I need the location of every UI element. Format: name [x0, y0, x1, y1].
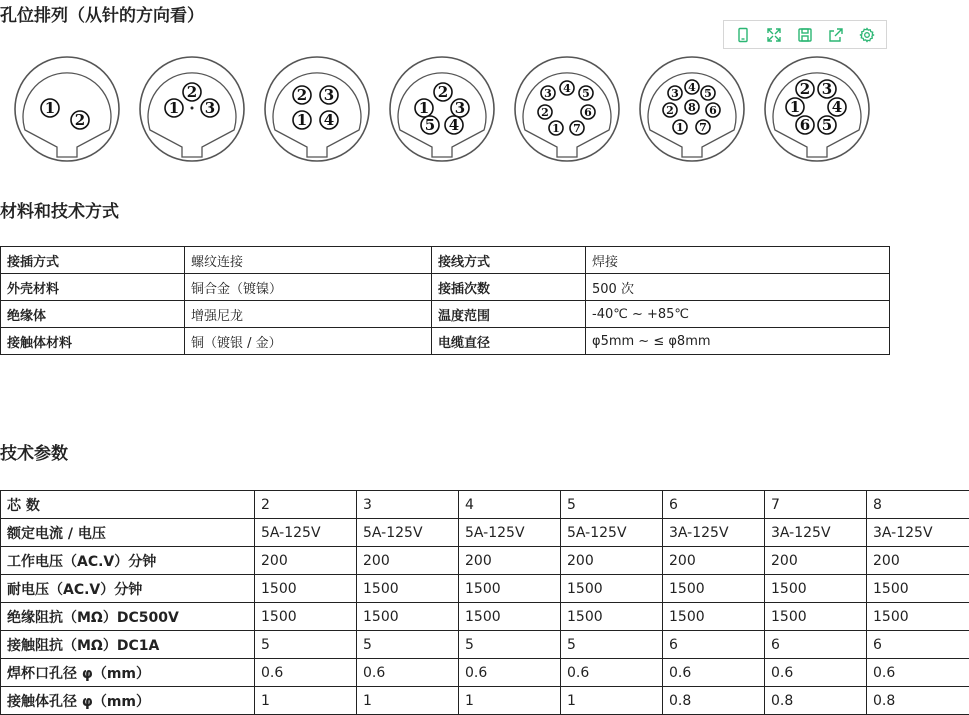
- tech-row: [1, 519, 969, 547]
- pin-number: 7: [699, 121, 707, 134]
- tech-param-label: 工作电压（AC.V）分钟: [1, 547, 255, 575]
- tech-param-value: 200: [255, 547, 357, 575]
- pin-layout-diagrams: [0, 52, 900, 167]
- fullscreen-icon[interactable]: [762, 23, 786, 47]
- tech-param-value: 5A-125V: [561, 519, 663, 547]
- mobile-icon[interactable]: [731, 23, 755, 47]
- tech-param-value: 5: [561, 631, 663, 659]
- tech-param-value: 1: [357, 687, 459, 715]
- materials-label: 接触体材料: [1, 328, 185, 355]
- tech-row: [1, 491, 969, 519]
- materials-title: 材料和技术方式: [0, 202, 119, 222]
- tech-param-value: 0.6: [765, 659, 867, 687]
- tech-row: [1, 659, 969, 687]
- tech-param-value: 1: [459, 687, 561, 715]
- tech-param-value: 1500: [663, 603, 765, 631]
- pin-number: 1: [418, 99, 430, 117]
- tech-param-value: 5: [459, 631, 561, 659]
- tech-param-value: 0.8: [867, 687, 969, 715]
- tech-param-value: 1500: [765, 575, 867, 603]
- pin-number: 2: [296, 86, 308, 104]
- tech-param-value: 5A-125V: [459, 519, 561, 547]
- pin-number: 4: [831, 98, 843, 116]
- share-icon[interactable]: [824, 23, 848, 47]
- pin-number: 4: [563, 82, 571, 95]
- pin-number: 5: [821, 116, 833, 134]
- pin-number: 8: [688, 101, 696, 114]
- tech-param-value: 5: [357, 631, 459, 659]
- materials-label: 接插次数: [432, 274, 586, 301]
- tech-param-value: 6: [765, 631, 867, 659]
- tech-param-value: 0.6: [561, 659, 663, 687]
- materials-label: 电缆直径: [432, 328, 586, 355]
- tech-param-value: 1500: [867, 575, 969, 603]
- tech-param-value: 0.8: [765, 687, 867, 715]
- materials-value: 增强尼龙: [185, 301, 432, 328]
- tech-param-value: 1500: [663, 575, 765, 603]
- pin-number: 2: [74, 111, 86, 129]
- materials-row: [1, 247, 890, 274]
- pin-number: 2: [541, 106, 549, 119]
- tech-param-value: 2: [255, 491, 357, 519]
- materials-value: 铜合金（镀镍）: [185, 274, 432, 301]
- tech-row: [1, 687, 969, 715]
- pin-number: 3: [821, 80, 833, 98]
- materials-label: 绝缘体: [1, 301, 185, 328]
- save-icon[interactable]: [793, 23, 817, 47]
- tech-param-value: 0.6: [357, 659, 459, 687]
- tech-param-label: 耐电压（AC.V）分钟: [1, 575, 255, 603]
- tech-param-value: 1500: [255, 603, 357, 631]
- tech-param-value: 6: [867, 631, 969, 659]
- tech-param-value: 1500: [561, 603, 663, 631]
- connector-face-3: [134, 52, 250, 167]
- tech-row: [1, 575, 969, 603]
- tech-param-value: 8: [867, 491, 969, 519]
- tech-param-value: 0.6: [255, 659, 357, 687]
- tech-param-value: 3A-125V: [867, 519, 969, 547]
- connector-face-7: [509, 52, 625, 167]
- connector-face-4: [259, 52, 375, 167]
- materials-value: 焊接: [586, 247, 890, 274]
- tech-param-value: 200: [561, 547, 663, 575]
- connector-face-2: [9, 52, 125, 167]
- pin-number: 1: [676, 121, 684, 134]
- pin-number: 3: [323, 86, 335, 104]
- tech-row: [1, 603, 969, 631]
- materials-value: φ5mm ~ ≤ φ8mm: [586, 328, 890, 355]
- tech-param-value: 3A-125V: [663, 519, 765, 547]
- tech-param-value: 5A-125V: [255, 519, 357, 547]
- connector-face-6: [759, 52, 875, 167]
- tech-param-value: 5: [561, 491, 663, 519]
- tech-param-value: 1500: [255, 575, 357, 603]
- materials-label: 外壳材料: [1, 274, 185, 301]
- pin-number: 1: [44, 99, 56, 117]
- pin-number: 7: [573, 122, 581, 135]
- pin-number: 1: [296, 111, 308, 129]
- tech-param-value: 1500: [357, 575, 459, 603]
- materials-value: 铜（镀银 / 金）: [185, 328, 432, 355]
- tech-param-value: 5: [255, 631, 357, 659]
- tech-param-value: 0.6: [459, 659, 561, 687]
- tech-param-label: 接触体孔径 φ（mm）: [1, 687, 255, 715]
- tech-param-label: 芯 数: [1, 491, 255, 519]
- pin-number: 4: [323, 111, 335, 129]
- tech-param-value: 200: [357, 547, 459, 575]
- tech-param-value: 1500: [765, 603, 867, 631]
- tech-param-value: 1500: [459, 575, 561, 603]
- tech-param-value: 1500: [867, 603, 969, 631]
- tech-param-label: 绝缘阻抗（MΩ）DC500V: [1, 603, 255, 631]
- pin-number: 5: [704, 87, 712, 100]
- materials-table: [0, 246, 890, 355]
- tech-param-value: 200: [867, 547, 969, 575]
- pin-number: 3: [671, 87, 679, 100]
- pin-number: 5: [424, 116, 436, 134]
- connector-face-8: [634, 52, 750, 167]
- pin-number: 2: [666, 104, 674, 117]
- tech-param-value: 3A-125V: [765, 519, 867, 547]
- pin-number: 4: [688, 81, 696, 94]
- materials-row: [1, 328, 890, 355]
- toolbar: [723, 20, 887, 49]
- tech-param-value: 3: [357, 491, 459, 519]
- tech-param-value: 4: [459, 491, 561, 519]
- tech-param-label: 焊杯口孔径 φ（mm）: [1, 659, 255, 687]
- materials-value: 螺纹连接: [185, 247, 432, 274]
- tech-param-value: 0.8: [663, 687, 765, 715]
- tech-param-value: 1: [561, 687, 663, 715]
- center-dot: [191, 107, 194, 110]
- pin-number: 4: [448, 116, 460, 134]
- tech-param-value: 0.6: [663, 659, 765, 687]
- pin-number: 1: [168, 99, 180, 117]
- tech-params-title: 技术参数: [0, 444, 68, 464]
- materials-label: 温度范围: [432, 301, 586, 328]
- settings-icon[interactable]: [855, 23, 879, 47]
- pin-number: 2: [437, 83, 449, 101]
- tech-param-label: 接触阻抗（MΩ）DC1A: [1, 631, 255, 659]
- pin-number: 1: [552, 122, 560, 135]
- tech-param-value: 6: [663, 491, 765, 519]
- tech-param-value: 0.6: [867, 659, 969, 687]
- tech-param-value: 1: [255, 687, 357, 715]
- materials-label: 接插方式: [1, 247, 185, 274]
- tech-param-label: 额定电流 / 电压: [1, 519, 255, 547]
- pin-layout-title: 孔位排列（从针的方向看）: [0, 6, 204, 26]
- tech-row: [1, 631, 969, 659]
- materials-row: [1, 274, 890, 301]
- tech-params-table: [0, 490, 969, 715]
- tech-param-value: 6: [663, 631, 765, 659]
- pin-number: 2: [186, 83, 198, 101]
- materials-row: [1, 301, 890, 328]
- tech-param-value: 1500: [357, 603, 459, 631]
- pin-number: 6: [799, 116, 811, 134]
- pin-number: 5: [582, 87, 590, 100]
- tech-param-value: 7: [765, 491, 867, 519]
- connector-face-5: [384, 52, 500, 167]
- materials-value: 500 次: [586, 274, 890, 301]
- materials-value: -40℃ ~ +85℃: [586, 301, 890, 328]
- tech-param-value: 200: [765, 547, 867, 575]
- pin-number: 3: [544, 87, 552, 100]
- tech-row: [1, 547, 969, 575]
- pin-number: 3: [454, 99, 466, 117]
- materials-label: 接线方式: [432, 247, 586, 274]
- tech-param-value: 1500: [561, 575, 663, 603]
- tech-param-value: 200: [663, 547, 765, 575]
- pin-number: 6: [709, 104, 717, 117]
- pin-number: 1: [789, 98, 801, 116]
- pin-number: 2: [799, 80, 811, 98]
- pin-number: 3: [204, 99, 216, 117]
- pin-number: 6: [584, 106, 592, 119]
- tech-param-value: 1500: [459, 603, 561, 631]
- tech-param-value: 5A-125V: [357, 519, 459, 547]
- tech-param-value: 200: [459, 547, 561, 575]
